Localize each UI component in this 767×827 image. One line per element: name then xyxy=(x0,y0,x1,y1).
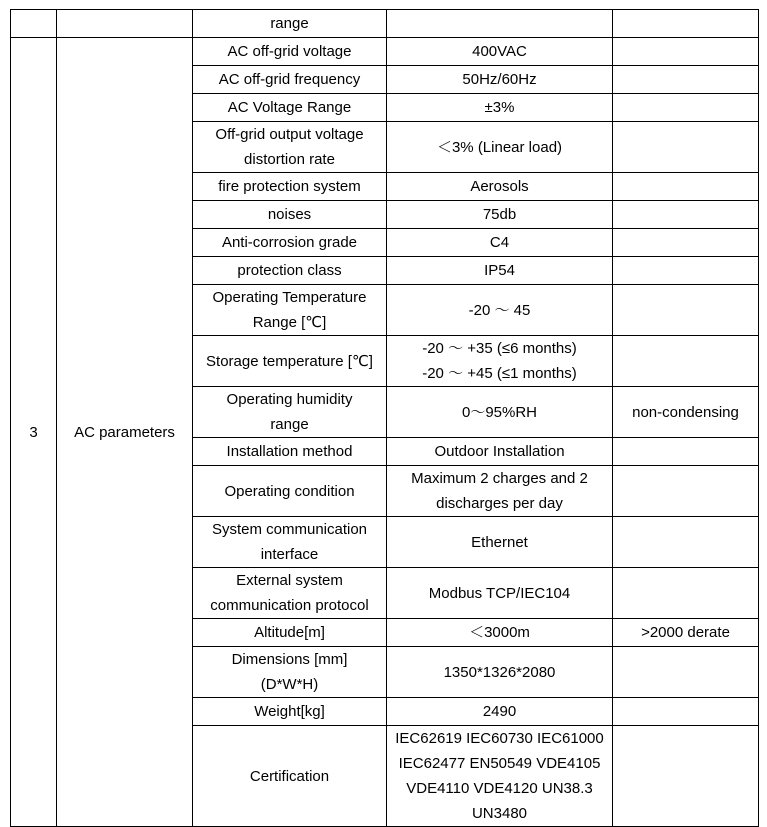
note-cell xyxy=(613,10,759,38)
section-name-cell: AC parameters xyxy=(57,38,193,827)
note-cell xyxy=(613,285,759,336)
cell-line: -20 ～ +35 (≤6 months) xyxy=(422,340,577,357)
cell-line: Altitude[m] xyxy=(254,624,325,641)
cell-line: Storage temperature [℃] xyxy=(206,352,373,370)
cell-line: Range [℃] xyxy=(252,314,327,331)
value-cell xyxy=(387,698,613,726)
value-cell xyxy=(387,438,613,466)
cell-line: 50Hz/60Hz xyxy=(462,71,537,88)
cell-line: ＜3% (Linear load) xyxy=(436,138,563,156)
note-cell xyxy=(613,726,759,827)
note-cell xyxy=(613,66,759,94)
cell-line: Maximum 2 charges and 2 xyxy=(411,470,588,487)
note-cell xyxy=(613,517,759,568)
value-cell xyxy=(387,517,613,568)
cell-line: Aerosols xyxy=(470,178,529,195)
note-cell xyxy=(613,438,759,466)
cell-line: AC Voltage Range xyxy=(227,99,352,116)
note-cell xyxy=(613,94,759,122)
value-cell xyxy=(387,726,613,827)
cell-line: noises xyxy=(267,206,312,223)
cell-line: (D*W*H) xyxy=(260,676,319,693)
value-cell xyxy=(387,647,613,698)
cell-line: AC off-grid frequency xyxy=(218,71,361,88)
cell-line: Operating humidity xyxy=(226,391,353,408)
cell-line: protection class xyxy=(237,262,342,279)
cell-line: fire protection system xyxy=(218,178,361,195)
section-number-cell: 3 xyxy=(11,38,57,827)
param-cell xyxy=(193,698,387,726)
table-row xyxy=(11,38,759,66)
note-cell xyxy=(613,698,759,726)
cell-line: Dimensions [mm] xyxy=(231,651,348,668)
value-cell xyxy=(387,568,613,619)
cell-line: 75db xyxy=(482,206,517,223)
top-row-index-cell xyxy=(11,10,57,38)
cell-line: VDE4110 VDE4120 UN38.3 xyxy=(406,780,593,797)
param-cell xyxy=(193,94,387,122)
top-row-group-cell xyxy=(57,10,193,38)
cell-line: 1350*1326*2080 xyxy=(443,663,556,681)
cell-line: Certification xyxy=(249,767,330,785)
cell-line: C4 xyxy=(489,234,510,251)
cell-line: 400VAC xyxy=(472,43,527,60)
note-cell xyxy=(613,201,759,229)
cell-line: Off-grid output voltage xyxy=(215,126,364,143)
value-cell xyxy=(387,229,613,257)
param-cell xyxy=(193,647,387,698)
note-cell xyxy=(613,466,759,517)
cell-line: communication protocol xyxy=(210,597,369,614)
cell-line: interface xyxy=(260,546,319,563)
note-cell xyxy=(613,229,759,257)
cell-line: ±3% xyxy=(484,99,515,116)
value-cell xyxy=(387,387,613,438)
cell-line: External system xyxy=(236,572,343,589)
spec-table xyxy=(10,9,759,827)
param-cell xyxy=(193,257,387,285)
cell-line: IEC62619 IEC60730 IEC61000 xyxy=(395,730,604,747)
param-cell xyxy=(193,66,387,94)
cell-line: Ethernet xyxy=(471,533,528,551)
value-cell xyxy=(387,257,613,285)
cell-line: 0～95%RH xyxy=(461,403,538,421)
value-cell xyxy=(387,201,613,229)
note-cell xyxy=(613,173,759,201)
cell-line: AC off-grid voltage xyxy=(227,43,352,60)
cell-line: Weight[kg] xyxy=(254,703,325,720)
cell-line: Installation method xyxy=(226,443,353,460)
note-cell xyxy=(613,38,759,66)
cell-line: UN3480 xyxy=(471,805,528,822)
value-cell xyxy=(387,619,613,647)
note-cell: non-condensing xyxy=(613,387,759,438)
note-cell xyxy=(613,568,759,619)
param-cell xyxy=(193,336,387,387)
value-cell xyxy=(387,94,613,122)
cell-line: Outdoor Installation xyxy=(434,443,565,460)
param-cell xyxy=(193,173,387,201)
note-cell xyxy=(613,336,759,387)
note-cell xyxy=(613,122,759,173)
cell-line: Operating condition xyxy=(224,482,355,500)
param-cell xyxy=(193,438,387,466)
note-cell xyxy=(613,257,759,285)
cell-line: distortion rate xyxy=(244,151,335,168)
cell-line: Anti-corrosion grade xyxy=(221,234,358,251)
param-cell xyxy=(193,619,387,647)
param-cell xyxy=(193,285,387,336)
spec-table-body xyxy=(11,10,759,827)
value-cell xyxy=(387,66,613,94)
param-cell: range xyxy=(193,10,387,38)
param-cell xyxy=(193,229,387,257)
param-cell xyxy=(193,726,387,827)
cell-line: -20 ～ +45 (≤1 months) xyxy=(422,365,577,382)
param-cell xyxy=(193,201,387,229)
param-cell xyxy=(193,122,387,173)
cell-line: -20 ～ 45 xyxy=(468,301,531,319)
param-cell xyxy=(193,38,387,66)
value-cell xyxy=(387,122,613,173)
value-cell xyxy=(387,285,613,336)
param-cell xyxy=(193,466,387,517)
value-cell xyxy=(387,173,613,201)
value-cell xyxy=(387,466,613,517)
note-cell: >2000 derate xyxy=(613,619,759,647)
param-cell xyxy=(193,568,387,619)
cell-line: ＜3000m xyxy=(469,624,530,641)
cell-line: discharges per day xyxy=(436,495,563,512)
param-cell xyxy=(193,517,387,568)
cell-line: Modbus TCP/IEC104 xyxy=(428,584,571,602)
cell-line: 2490 xyxy=(482,703,517,720)
param-cell xyxy=(193,387,387,438)
cell-line: Operating Temperature xyxy=(212,289,367,306)
note-cell xyxy=(613,647,759,698)
cell-line: IP54 xyxy=(484,262,515,279)
value-cell xyxy=(387,38,613,66)
value-cell xyxy=(387,10,613,38)
cell-line: range xyxy=(270,416,309,433)
value-cell xyxy=(387,336,613,387)
cell-line: System communication xyxy=(211,521,368,538)
table-row xyxy=(11,10,759,38)
cell-line: IEC62477 EN50549 VDE4105 xyxy=(398,755,601,772)
